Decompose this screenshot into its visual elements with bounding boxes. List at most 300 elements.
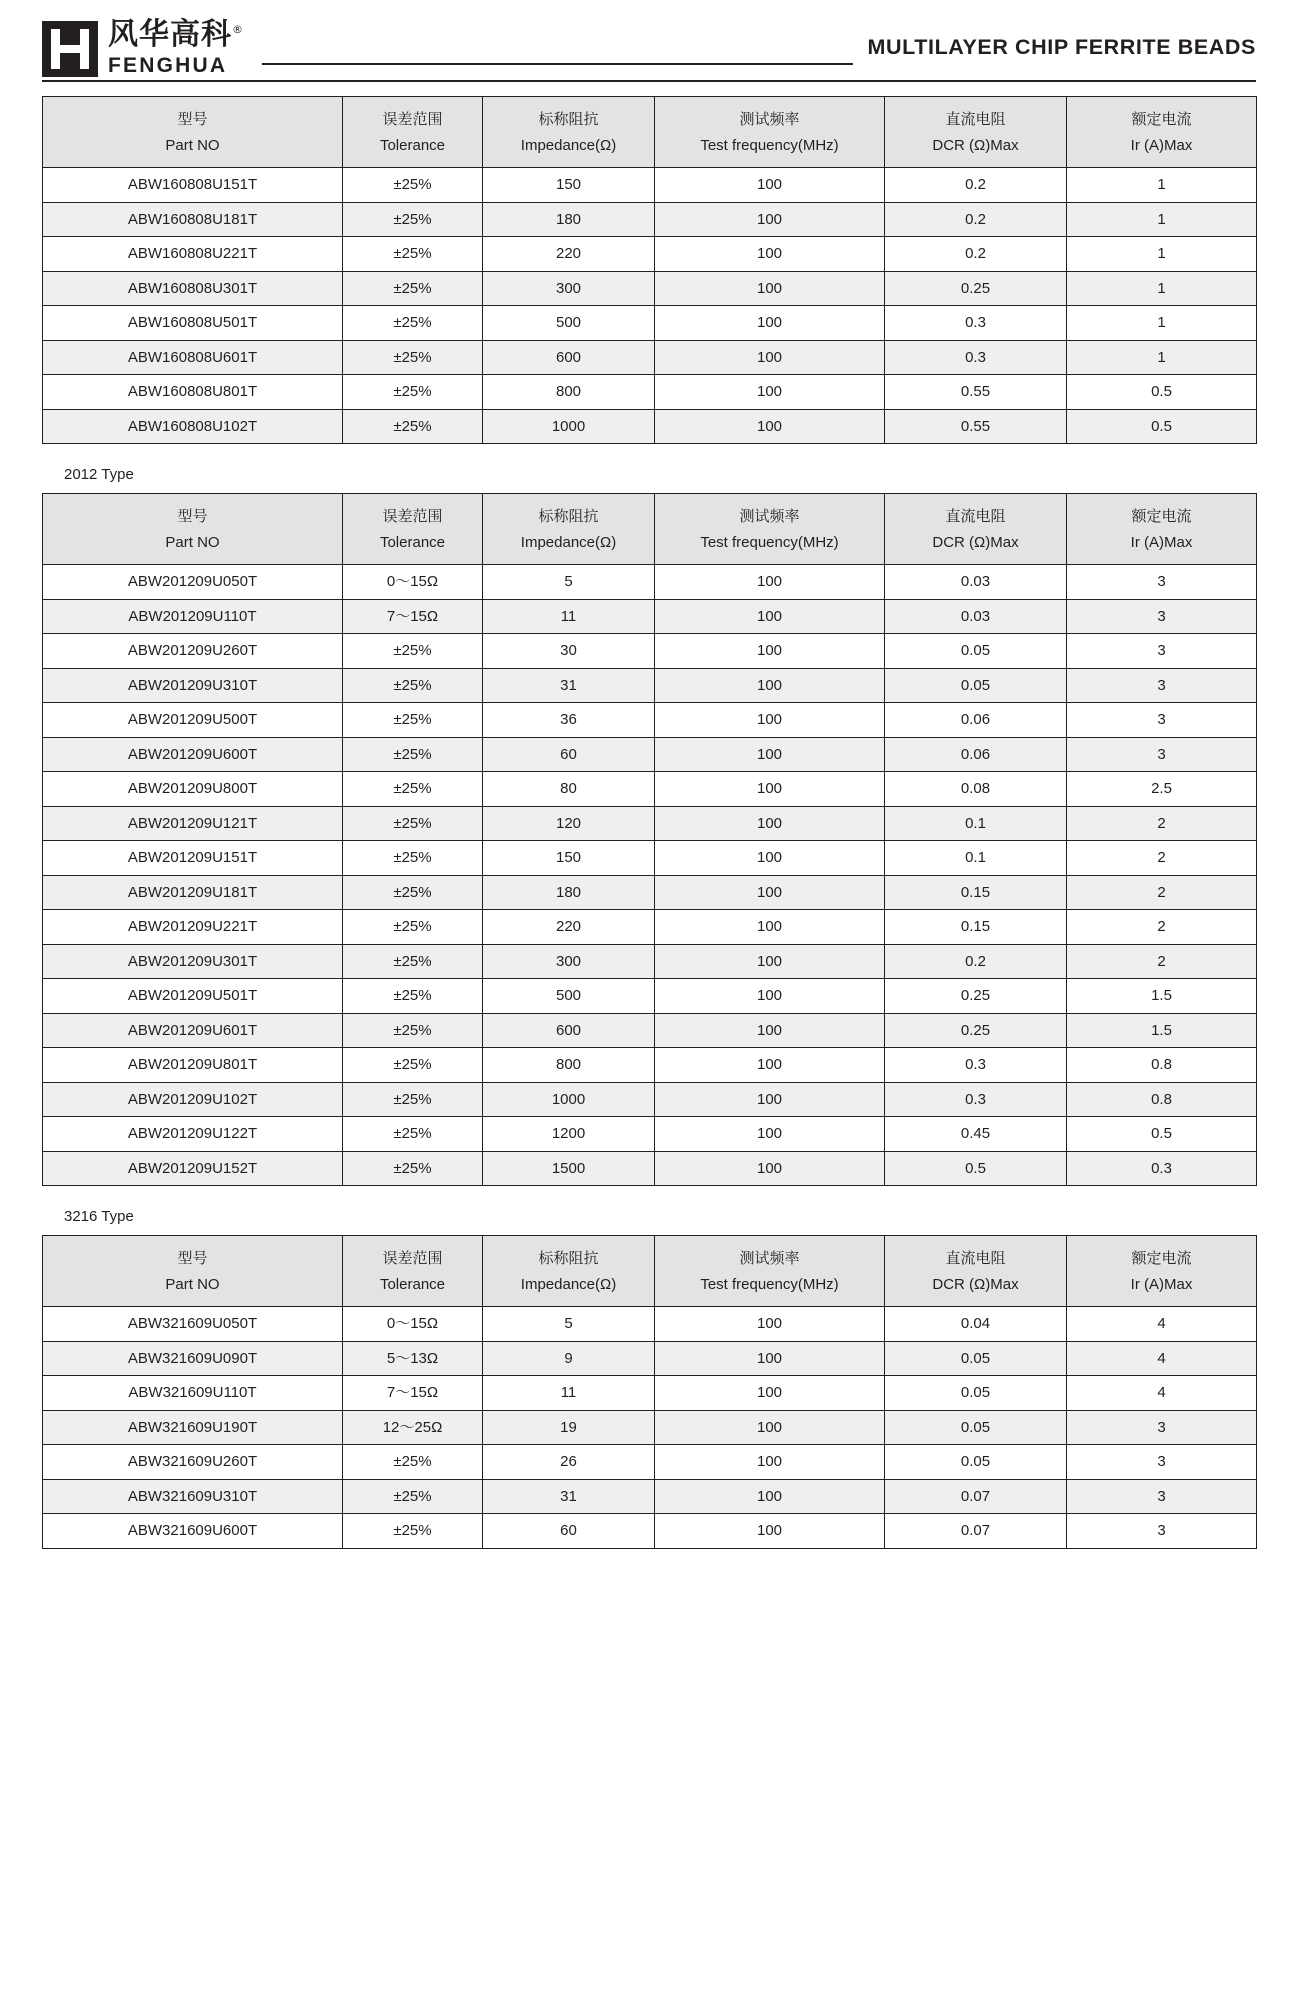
table-cell: 2.5 bbox=[1067, 772, 1257, 807]
part-number-cell: ABW201209U310T bbox=[43, 668, 343, 703]
table-cell: 100 bbox=[655, 910, 885, 945]
table-cell: 0.08 bbox=[885, 772, 1067, 807]
table-cell: ±25% bbox=[343, 271, 483, 306]
registered-trademark-icon: ® bbox=[232, 23, 244, 36]
table-row bbox=[43, 1082, 1257, 1117]
table-cell: 220 bbox=[483, 237, 655, 272]
table-cell: 1500 bbox=[483, 1151, 655, 1186]
table-cell: 100 bbox=[655, 168, 885, 203]
page-header bbox=[0, 0, 1298, 96]
logo-chinese-name bbox=[108, 17, 244, 52]
column-header bbox=[885, 97, 1067, 168]
table-cell: 0.8 bbox=[1067, 1082, 1257, 1117]
table-cell: 1000 bbox=[483, 1082, 655, 1117]
part-number-cell: ABW201209U121T bbox=[43, 806, 343, 841]
table-row bbox=[43, 944, 1257, 979]
table-row bbox=[43, 375, 1257, 410]
column-header-en: Ir (A)Max bbox=[1130, 1275, 1193, 1293]
table-cell: 1 bbox=[1067, 306, 1257, 341]
table-cell: 3 bbox=[1067, 1479, 1257, 1514]
table-cell: 4 bbox=[1067, 1376, 1257, 1411]
table-cell: 100 bbox=[655, 1376, 885, 1411]
table-row bbox=[43, 1376, 1257, 1411]
table-cell: 0.5 bbox=[1067, 1117, 1257, 1152]
table-cell: 0.1 bbox=[885, 841, 1067, 876]
table-cell: 0.03 bbox=[885, 565, 1067, 600]
spec-table-wrapper bbox=[42, 493, 1256, 1186]
table-cell: 0.04 bbox=[885, 1307, 1067, 1342]
table-cell: 500 bbox=[483, 979, 655, 1014]
column-header bbox=[655, 1236, 885, 1307]
column-header-en: DCR (Ω)Max bbox=[932, 1275, 1019, 1293]
column-header bbox=[655, 494, 885, 565]
table-cell: 100 bbox=[655, 737, 885, 772]
table-cell: 31 bbox=[483, 668, 655, 703]
table-row bbox=[43, 1307, 1257, 1342]
table-cell: 100 bbox=[655, 202, 885, 237]
part-number-cell: ABW201209U501T bbox=[43, 979, 343, 1014]
part-number-cell: ABW201209U181T bbox=[43, 875, 343, 910]
spec-table bbox=[42, 493, 1257, 1186]
part-number-cell: ABW321609U310T bbox=[43, 1479, 343, 1514]
spec-table-wrapper bbox=[42, 96, 1256, 444]
table-cell: 0.03 bbox=[885, 599, 1067, 634]
table-row bbox=[43, 979, 1257, 1014]
column-header-en: Part NO bbox=[165, 1275, 220, 1293]
part-number-cell: ABW201209U122T bbox=[43, 1117, 343, 1152]
column-header-cn: 测试频率 bbox=[739, 1248, 800, 1267]
column-header-cn: 标称阻抗 bbox=[538, 1248, 599, 1267]
table-cell: 60 bbox=[483, 737, 655, 772]
column-header-cn: 额定电流 bbox=[1131, 109, 1192, 128]
table-cell: ±25% bbox=[343, 634, 483, 669]
table-cell: 0.3 bbox=[885, 340, 1067, 375]
column-header bbox=[1067, 1236, 1257, 1307]
part-number-cell: ABW201209U102T bbox=[43, 1082, 343, 1117]
column-header bbox=[43, 494, 343, 565]
table-cell: ±25% bbox=[343, 306, 483, 341]
table-cell: 100 bbox=[655, 1048, 885, 1083]
table-cell: 100 bbox=[655, 306, 885, 341]
part-number-cell: ABW201209U800T bbox=[43, 772, 343, 807]
table-row bbox=[43, 168, 1257, 203]
table-cell: ±25% bbox=[343, 1013, 483, 1048]
table-cell: ±25% bbox=[343, 703, 483, 738]
column-header-en: Part NO bbox=[165, 533, 220, 551]
table-row bbox=[43, 875, 1257, 910]
part-number-cell: ABW201209U151T bbox=[43, 841, 343, 876]
table-row bbox=[43, 237, 1257, 272]
table-cell: 0.55 bbox=[885, 375, 1067, 410]
column-header-cn: 测试频率 bbox=[739, 109, 800, 128]
table-cell: 60 bbox=[483, 1514, 655, 1549]
table-cell: 3 bbox=[1067, 634, 1257, 669]
column-header bbox=[343, 1236, 483, 1307]
table-row bbox=[43, 772, 1257, 807]
table-cell: 0.15 bbox=[885, 910, 1067, 945]
table-cell: 30 bbox=[483, 634, 655, 669]
part-number-cell: ABW160808U501T bbox=[43, 306, 343, 341]
spec-table bbox=[42, 1235, 1257, 1549]
table-cell: 100 bbox=[655, 1013, 885, 1048]
table-cell: 7～15Ω bbox=[343, 599, 483, 634]
table-cell: 0.05 bbox=[885, 634, 1067, 669]
column-header bbox=[43, 97, 343, 168]
table-cell: 5 bbox=[483, 1307, 655, 1342]
table-cell: 0.8 bbox=[1067, 1048, 1257, 1083]
table-cell: 0.25 bbox=[885, 1013, 1067, 1048]
table-cell: 0.3 bbox=[885, 1048, 1067, 1083]
table-cell: 300 bbox=[483, 944, 655, 979]
table-cell: 180 bbox=[483, 202, 655, 237]
table-cell: 0.2 bbox=[885, 944, 1067, 979]
column-header-cn: 额定电流 bbox=[1131, 506, 1192, 525]
table-cell: 1 bbox=[1067, 340, 1257, 375]
table-header-row bbox=[43, 1236, 1257, 1307]
table-cell: 0.07 bbox=[885, 1479, 1067, 1514]
table-cell: 0.05 bbox=[885, 1410, 1067, 1445]
table-row bbox=[43, 1117, 1257, 1152]
table-row bbox=[43, 703, 1257, 738]
table-row bbox=[43, 202, 1257, 237]
table-cell: 0.5 bbox=[885, 1151, 1067, 1186]
part-number-cell: ABW160808U221T bbox=[43, 237, 343, 272]
table-cell: 4 bbox=[1067, 1341, 1257, 1376]
table-cell: 0.06 bbox=[885, 703, 1067, 738]
table-cell: 100 bbox=[655, 1445, 885, 1480]
table-cell: 1 bbox=[1067, 168, 1257, 203]
part-number-cell: ABW201209U152T bbox=[43, 1151, 343, 1186]
table-cell: 180 bbox=[483, 875, 655, 910]
logo-english-name: FENGHUA bbox=[108, 54, 228, 77]
part-number-cell: ABW201209U801T bbox=[43, 1048, 343, 1083]
table-cell: ±25% bbox=[343, 202, 483, 237]
table-cell: 2 bbox=[1067, 806, 1257, 841]
table-cell: ±25% bbox=[343, 944, 483, 979]
page-title: MULTILAYER CHIP FERRITE BEADS bbox=[867, 34, 1256, 59]
table-cell: 0.2 bbox=[885, 168, 1067, 203]
table-cell: ±25% bbox=[343, 237, 483, 272]
column-header-en: Ir (A)Max bbox=[1130, 136, 1193, 154]
part-number-cell: ABW201209U500T bbox=[43, 703, 343, 738]
table-row bbox=[43, 271, 1257, 306]
column-header bbox=[1067, 494, 1257, 565]
column-header bbox=[483, 97, 655, 168]
table-cell: 36 bbox=[483, 703, 655, 738]
table-row bbox=[43, 306, 1257, 341]
table-cell: 0.3 bbox=[885, 306, 1067, 341]
column-header-en: Test frequency(MHz) bbox=[700, 1275, 839, 1293]
table-cell: 100 bbox=[655, 340, 885, 375]
table-cell: ±25% bbox=[343, 1445, 483, 1480]
company-logo bbox=[42, 19, 244, 77]
table-row bbox=[43, 1479, 1257, 1514]
table-cell: 100 bbox=[655, 271, 885, 306]
table-cell: 31 bbox=[483, 1479, 655, 1514]
table-cell: 1200 bbox=[483, 1117, 655, 1152]
table-row bbox=[43, 340, 1257, 375]
table-cell: 100 bbox=[655, 1479, 885, 1514]
table-cell: 1 bbox=[1067, 271, 1257, 306]
table-cell: 0.05 bbox=[885, 1445, 1067, 1480]
part-number-cell: ABW160808U801T bbox=[43, 375, 343, 410]
part-number-cell: ABW160808U151T bbox=[43, 168, 343, 203]
table-cell: ±25% bbox=[343, 409, 483, 444]
column-header bbox=[1067, 97, 1257, 168]
section-label: 2012 Type bbox=[64, 466, 134, 483]
table-cell: 0.25 bbox=[885, 979, 1067, 1014]
table-cell: 100 bbox=[655, 565, 885, 600]
table-cell: 0.05 bbox=[885, 1341, 1067, 1376]
table-row bbox=[43, 737, 1257, 772]
column-header-cn: 标称阻抗 bbox=[538, 506, 599, 525]
table-cell: 0.15 bbox=[885, 875, 1067, 910]
table-cell: 0.45 bbox=[885, 1117, 1067, 1152]
part-number-cell: ABW201209U221T bbox=[43, 910, 343, 945]
column-header bbox=[483, 1236, 655, 1307]
table-cell: 0.55 bbox=[885, 409, 1067, 444]
part-number-cell: ABW160808U181T bbox=[43, 202, 343, 237]
column-header-en: Impedance(Ω) bbox=[520, 136, 617, 154]
part-number-cell: ABW201209U301T bbox=[43, 944, 343, 979]
part-number-cell: ABW201209U050T bbox=[43, 565, 343, 600]
table-row bbox=[43, 668, 1257, 703]
table-cell: 3 bbox=[1067, 565, 1257, 600]
table-cell: 100 bbox=[655, 841, 885, 876]
table-cell: 2 bbox=[1067, 944, 1257, 979]
table-cell: ±25% bbox=[343, 979, 483, 1014]
table-cell: 150 bbox=[483, 168, 655, 203]
table-cell: ±25% bbox=[343, 875, 483, 910]
table-cell: ±25% bbox=[343, 772, 483, 807]
column-header-cn: 测试频率 bbox=[739, 506, 800, 525]
table-cell: 100 bbox=[655, 1514, 885, 1549]
table-cell: 3 bbox=[1067, 599, 1257, 634]
table-cell: ±25% bbox=[343, 910, 483, 945]
table-cell: 150 bbox=[483, 841, 655, 876]
table-header-row bbox=[43, 494, 1257, 565]
table-row bbox=[43, 1151, 1257, 1186]
column-header-en: Ir (A)Max bbox=[1130, 533, 1193, 551]
table-cell: 100 bbox=[655, 375, 885, 410]
part-number-cell: ABW201209U110T bbox=[43, 599, 343, 634]
table-cell: 600 bbox=[483, 340, 655, 375]
table-row bbox=[43, 1514, 1257, 1549]
header-bottom-divider bbox=[42, 80, 1256, 82]
table-cell: 500 bbox=[483, 306, 655, 341]
table-cell: 100 bbox=[655, 237, 885, 272]
table-cell: 26 bbox=[483, 1445, 655, 1480]
table-row bbox=[43, 409, 1257, 444]
column-header-cn: 型号 bbox=[177, 1248, 208, 1267]
table-cell: 11 bbox=[483, 599, 655, 634]
table-cell: 3 bbox=[1067, 737, 1257, 772]
table-cell: 0.3 bbox=[1067, 1151, 1257, 1186]
table-cell: 220 bbox=[483, 910, 655, 945]
table-cell: 1.5 bbox=[1067, 979, 1257, 1014]
table-cell: 100 bbox=[655, 599, 885, 634]
table-cell: 3 bbox=[1067, 668, 1257, 703]
part-number-cell: ABW321609U110T bbox=[43, 1376, 343, 1411]
table-cell: 0～15Ω bbox=[343, 1307, 483, 1342]
table-cell: 0.5 bbox=[1067, 409, 1257, 444]
table-cell: ±25% bbox=[343, 737, 483, 772]
table-cell: 1.5 bbox=[1067, 1013, 1257, 1048]
table-cell: 100 bbox=[655, 1410, 885, 1445]
part-number-cell: ABW321609U090T bbox=[43, 1341, 343, 1376]
table-cell: 0.06 bbox=[885, 737, 1067, 772]
table-header-row bbox=[43, 97, 1257, 168]
column-header-cn: 型号 bbox=[177, 109, 208, 128]
table-cell: 100 bbox=[655, 703, 885, 738]
table-cell: 100 bbox=[655, 979, 885, 1014]
part-number-cell: ABW321609U050T bbox=[43, 1307, 343, 1342]
column-header-cn: 误差范围 bbox=[382, 109, 443, 128]
table-cell: ±25% bbox=[343, 841, 483, 876]
column-header-cn: 直流电阻 bbox=[945, 506, 1006, 525]
table-cell: 0.3 bbox=[885, 1082, 1067, 1117]
spec-table bbox=[42, 96, 1257, 444]
column-header-en: DCR (Ω)Max bbox=[932, 136, 1019, 154]
table-cell: 80 bbox=[483, 772, 655, 807]
table-cell: 7～15Ω bbox=[343, 1376, 483, 1411]
table-cell: 800 bbox=[483, 1048, 655, 1083]
table-cell: 3 bbox=[1067, 1514, 1257, 1549]
table-cell: 100 bbox=[655, 409, 885, 444]
table-row bbox=[43, 806, 1257, 841]
table-cell: ±25% bbox=[343, 1082, 483, 1117]
column-header-cn: 直流电阻 bbox=[945, 1248, 1006, 1267]
column-header-en: Tolerance bbox=[379, 533, 446, 551]
column-header bbox=[655, 97, 885, 168]
table-cell: ±25% bbox=[343, 340, 483, 375]
table-row bbox=[43, 841, 1257, 876]
table-cell: 100 bbox=[655, 806, 885, 841]
table-cell: ±25% bbox=[343, 1514, 483, 1549]
table-cell: 100 bbox=[655, 1341, 885, 1376]
table-row bbox=[43, 1048, 1257, 1083]
part-number-cell: ABW321609U190T bbox=[43, 1410, 343, 1445]
column-header-cn: 额定电流 bbox=[1131, 1248, 1192, 1267]
table-cell: 3 bbox=[1067, 1445, 1257, 1480]
column-header-en: Test frequency(MHz) bbox=[700, 136, 839, 154]
table-row bbox=[43, 565, 1257, 600]
table-row bbox=[43, 1341, 1257, 1376]
column-header-cn: 标称阻抗 bbox=[538, 109, 599, 128]
table-cell: 0.2 bbox=[885, 237, 1067, 272]
table-cell: 120 bbox=[483, 806, 655, 841]
table-cell: 100 bbox=[655, 772, 885, 807]
table-cell: 600 bbox=[483, 1013, 655, 1048]
table-cell: 0.05 bbox=[885, 668, 1067, 703]
table-cell: 9 bbox=[483, 1341, 655, 1376]
column-header bbox=[885, 494, 1067, 565]
column-header-cn: 误差范围 bbox=[382, 506, 443, 525]
table-cell: 4 bbox=[1067, 1307, 1257, 1342]
table-cell: 0～15Ω bbox=[343, 565, 483, 600]
part-number-cell: ABW160808U301T bbox=[43, 271, 343, 306]
table-cell: ±25% bbox=[343, 1479, 483, 1514]
column-header-en: Tolerance bbox=[379, 1275, 446, 1293]
table-cell: 0.2 bbox=[885, 202, 1067, 237]
part-number-cell: ABW160808U102T bbox=[43, 409, 343, 444]
column-header-en: Test frequency(MHz) bbox=[700, 533, 839, 551]
table-cell: ±25% bbox=[343, 1048, 483, 1083]
table-cell: 1 bbox=[1067, 237, 1257, 272]
table-row bbox=[43, 910, 1257, 945]
column-header-en: Part NO bbox=[165, 136, 220, 154]
table-cell: 0.07 bbox=[885, 1514, 1067, 1549]
table-cell: 100 bbox=[655, 875, 885, 910]
column-header-en: Tolerance bbox=[379, 136, 446, 154]
table-row bbox=[43, 1013, 1257, 1048]
spec-table-wrapper bbox=[42, 1235, 1256, 1549]
fenghua-logo-mark bbox=[42, 21, 98, 77]
column-header-cn: 直流电阻 bbox=[945, 109, 1006, 128]
table-cell: ±25% bbox=[343, 668, 483, 703]
part-number-cell: ABW201209U601T bbox=[43, 1013, 343, 1048]
part-number-cell: ABW321609U600T bbox=[43, 1514, 343, 1549]
table-cell: 1 bbox=[1067, 202, 1257, 237]
table-cell: 100 bbox=[655, 1151, 885, 1186]
column-header bbox=[343, 97, 483, 168]
table-cell: 0.5 bbox=[1067, 375, 1257, 410]
table-cell: 11 bbox=[483, 1376, 655, 1411]
table-cell: 0.05 bbox=[885, 1376, 1067, 1411]
table-cell: ±25% bbox=[343, 1117, 483, 1152]
part-number-cell: ABW160808U601T bbox=[43, 340, 343, 375]
column-header bbox=[43, 1236, 343, 1307]
table-cell: 3 bbox=[1067, 1410, 1257, 1445]
table-cell: 2 bbox=[1067, 841, 1257, 876]
table-cell: 19 bbox=[483, 1410, 655, 1445]
table-cell: 800 bbox=[483, 375, 655, 410]
column-header bbox=[885, 1236, 1067, 1307]
table-cell: 100 bbox=[655, 668, 885, 703]
table-cell: 100 bbox=[655, 1307, 885, 1342]
table-cell: 100 bbox=[655, 1117, 885, 1152]
table-cell: 12～25Ω bbox=[343, 1410, 483, 1445]
column-header-cn: 误差范围 bbox=[382, 1248, 443, 1267]
column-header-cn: 型号 bbox=[177, 506, 208, 525]
column-header-en: Impedance(Ω) bbox=[520, 1275, 617, 1293]
column-header-en: Impedance(Ω) bbox=[520, 533, 617, 551]
column-header bbox=[483, 494, 655, 565]
spec-sections bbox=[0, 96, 1298, 1549]
table-cell: 1000 bbox=[483, 409, 655, 444]
part-number-cell: ABW201209U260T bbox=[43, 634, 343, 669]
section-label: 3216 Type bbox=[64, 1208, 134, 1225]
table-row bbox=[43, 634, 1257, 669]
table-row bbox=[43, 1445, 1257, 1480]
table-cell: ±25% bbox=[343, 1151, 483, 1186]
table-cell: ±25% bbox=[343, 806, 483, 841]
column-header-en: DCR (Ω)Max bbox=[932, 533, 1019, 551]
table-cell: 2 bbox=[1067, 875, 1257, 910]
table-cell: 5 bbox=[483, 565, 655, 600]
table-row bbox=[43, 1410, 1257, 1445]
table-cell: 300 bbox=[483, 271, 655, 306]
table-cell: 3 bbox=[1067, 703, 1257, 738]
logo-chinese-text: 风华高科 bbox=[108, 17, 232, 52]
table-cell: 5～13Ω bbox=[343, 1341, 483, 1376]
table-cell: 100 bbox=[655, 944, 885, 979]
table-cell: 2 bbox=[1067, 910, 1257, 945]
table-cell: 100 bbox=[655, 634, 885, 669]
table-cell: 0.1 bbox=[885, 806, 1067, 841]
table-cell: 0.25 bbox=[885, 271, 1067, 306]
header-divider bbox=[262, 63, 853, 65]
